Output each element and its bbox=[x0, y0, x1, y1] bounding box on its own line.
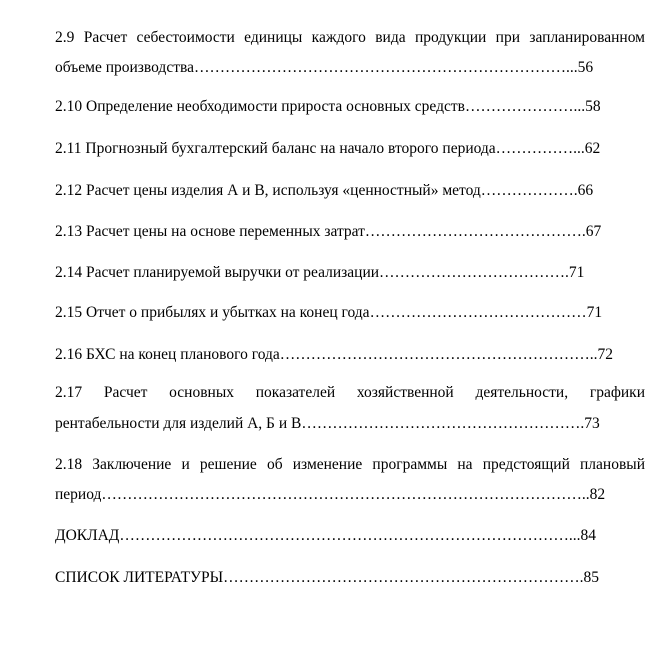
toc-entry-2-9-line-1: 2.9 Расчет себестоимости единицы каждого вида продукции при запланированном bbox=[55, 29, 645, 46]
toc-entry-2-17-line-1: 2.17 Расчет основных показателей хозяйственной деятельности, графики bbox=[55, 384, 645, 401]
toc-entry-2-18-line-2: период…………………………………………………………………………………..82 bbox=[55, 486, 606, 503]
toc-entry-2-9-line-2: объеме производства………………………………………………………………...56 bbox=[55, 59, 594, 76]
toc-entry-2-13: 2.13 Расчет цены на основе переменных затрат…………………………………….67 bbox=[55, 223, 602, 240]
toc-entry-2-10: 2.10 Определение необходимости прироста основных средств…………………...58 bbox=[55, 98, 601, 115]
toc-entry-2-15: 2.15 Отчет о прибылях и убытках на конец года……………………………………71 bbox=[55, 304, 603, 321]
toc-entry-2-12: 2.12 Расчет цены изделия А и В, используя «ценностный» метод……………….66 bbox=[55, 182, 594, 199]
toc-entry-2-17-line-2: рентабельности для изделий А, Б и В……………………………………………….73 bbox=[55, 415, 600, 432]
toc-entry-literature: СПИСОК ЛИТЕРАТУРЫ…………………………………………………………….85 bbox=[55, 569, 600, 586]
toc-entry-report: ДОКЛАД……………………………………………………………………………...84 bbox=[55, 527, 597, 544]
toc-entry-2-11: 2.11 Прогнозный бухгалтерский баланс на начало второго периода……………...62 bbox=[55, 140, 601, 157]
toc-entry-2-18-line-1: 2.18 Заключение и решение об изменение программы на предстоящий плановый bbox=[55, 456, 645, 473]
toc-entry-2-16: 2.16 БХС на конец планового года……………………………………………………..72 bbox=[55, 346, 614, 363]
toc-entry-2-14: 2.14 Расчет планируемой выручки от реализации……………………………….71 bbox=[55, 264, 585, 281]
